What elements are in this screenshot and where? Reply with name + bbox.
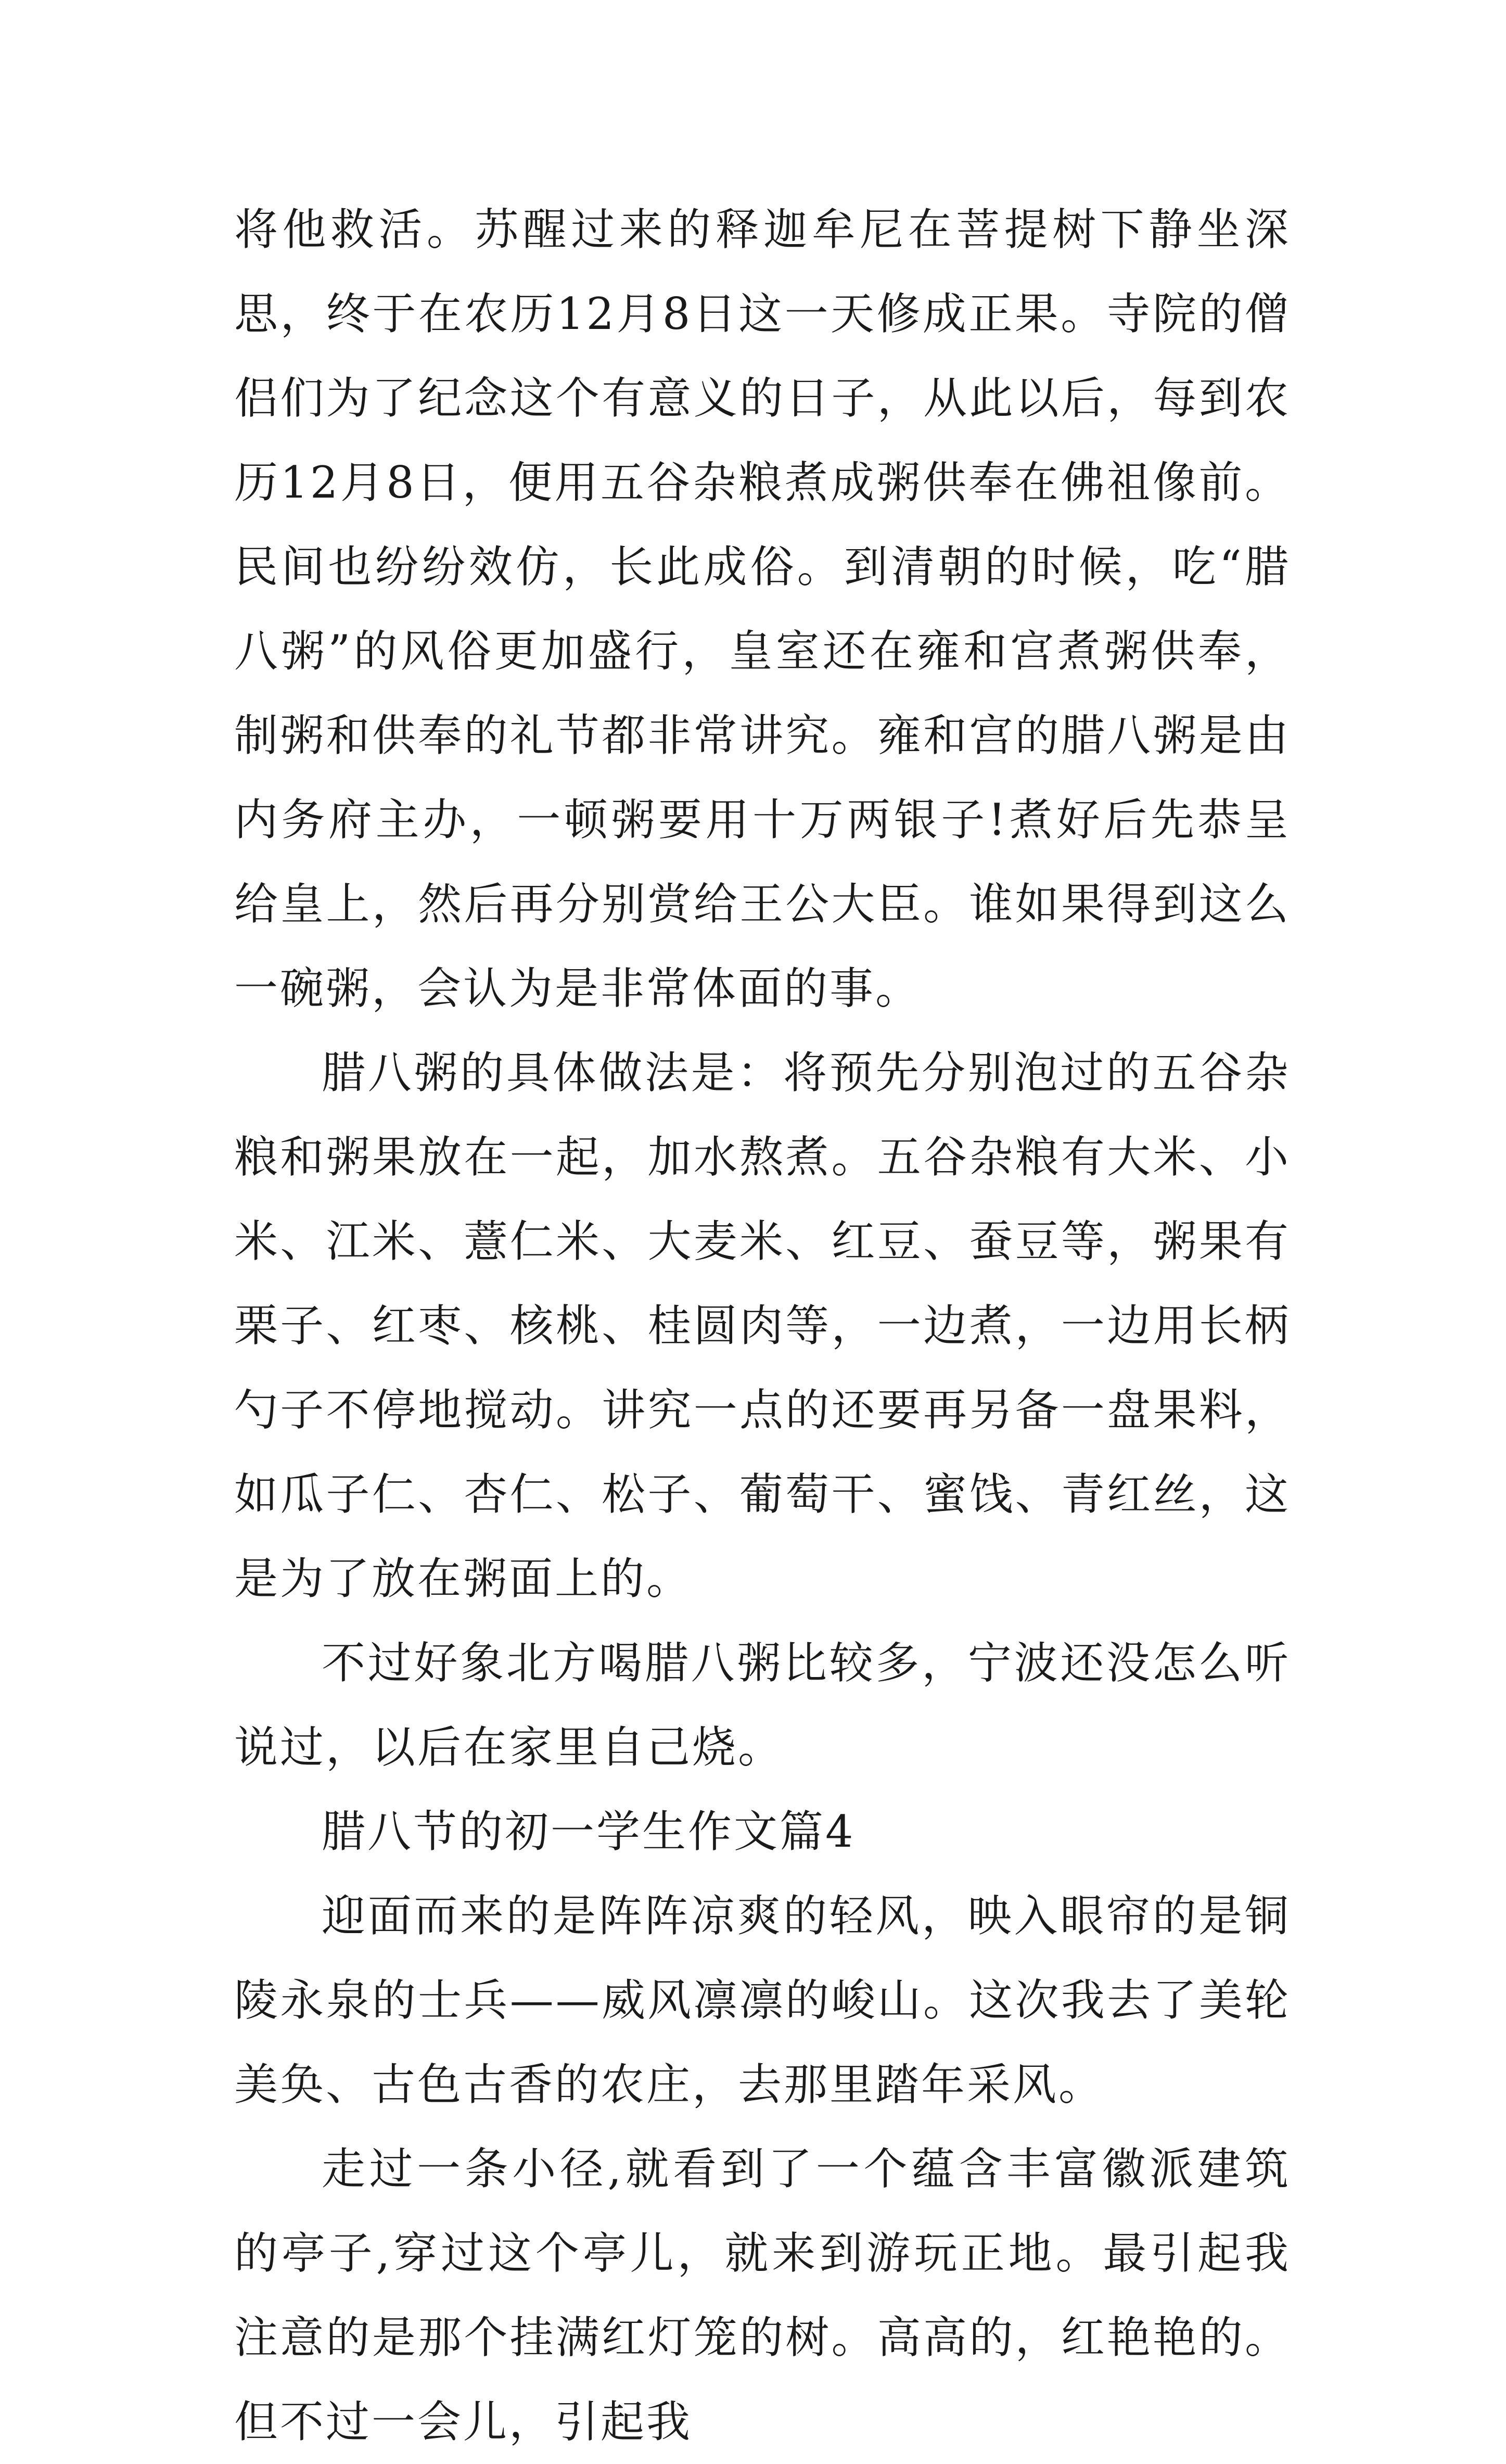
section-heading: 腊八节的初一学生作文篇4	[322, 1806, 856, 1857]
paragraph-1: 将他救活。苏醒过来的释迦牟尼在菩提树下静坐深思，终于在农历12月8日这一天修成正果。寺院的僧侣们为了纪念这个有意义的日子，从此以后，每到农历12月8日，便用五谷杂粮煮成粥供奉在佛祖像前。民间也纷纷效仿，长此成俗。到清朝的时候，吃“腊八粥”的风俗更加盛行，皇室还在雍和宫煮粥供奉，制粥和供奉的礼节都非常讲究。雍和宫的腊八粥是由内务府主办，一顿粥要用十万两银子!煮好后先恭呈给皇上，然后再分别赏给王公大臣。谁如果得到这么一碗粥，会认为是非常体面的事。	[234, 204, 1291, 1014]
paragraph-3: 不过好象北方喝腊八粥比较多，宁波还没怎么听说过，以后在家里自己烧。	[234, 1637, 1291, 1773]
paragraph-5: 走过一条小径,就看到了一个蕴含丰富徽派建筑的亭子,穿过这个亭儿，就来到游玩正地。最引起我注意的是那个挂满红灯笼的树。高高的，红艳艳的。但不过一会儿，引起我	[234, 2143, 1291, 2447]
paragraph-2: 腊八粥的具体做法是：将预先分别泡过的五谷杂粮和粥果放在一起，加水熬煮。五谷杂粮有大米、小米、江米、薏仁米、大麦米、红豆、蚕豆等，粥果有栗子、红枣、核桃、桂圆肉等，一边煮，一边用长柄勺子不停地搅动。讲究一点的还要再另备一盘果料，如瓜子仁、杏仁、松子、葡萄干、蜜饯、青红丝，这是为了放在粥面上的。	[234, 1047, 1291, 1604]
document-body	[234, 187, 1291, 2464]
paragraph-4: 迎面而来的是阵阵凉爽的轻风，映入眼帘的是铜陵永泉的士兵——威风凛凛的峻山。这次我去了美轮美奂、古色古香的农庄，去那里踏年采风。	[234, 1890, 1291, 2110]
